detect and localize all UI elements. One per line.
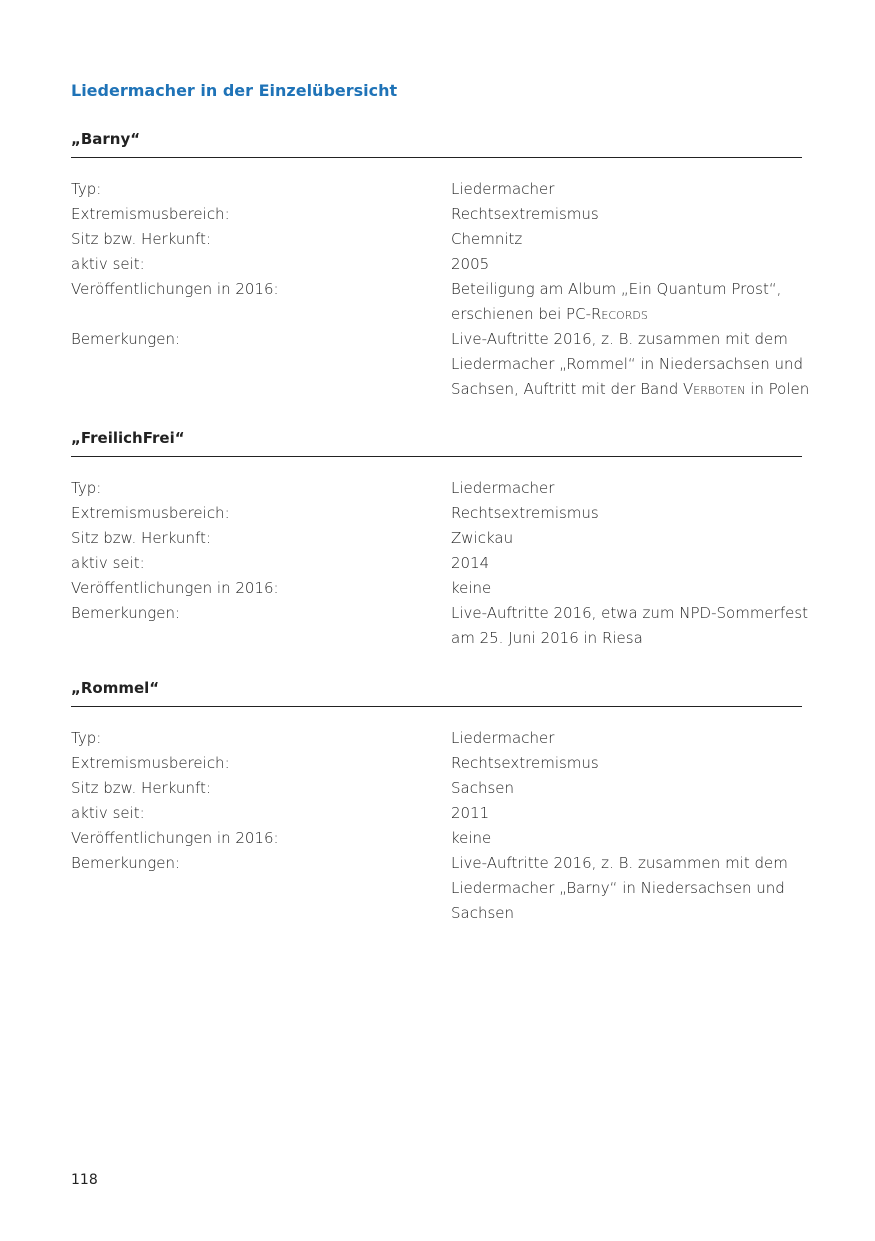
label-veroeffentlichungen: Veröffentlichungen in 2016: — [71, 280, 279, 298]
page-number: 118 — [71, 1172, 98, 1188]
entry-rommel — [71, 677, 802, 926]
value-line — [451, 377, 810, 402]
label-typ: Typ: — [71, 729, 102, 747]
entry-header — [71, 427, 802, 457]
value-line: Sachsen — [451, 904, 515, 922]
entry-name: „Rommel“ — [71, 679, 160, 697]
value-line: Beteiligung am Album „Ein Quantum Prost“, — [451, 280, 782, 298]
row-sitz — [71, 526, 802, 551]
entry-name: „FreilichFrei“ — [71, 429, 185, 447]
label-aktiv-seit: aktiv seit: — [71, 255, 145, 273]
row-veroeffentlichungen — [71, 576, 802, 601]
label-veroeffentlichungen: Veröffentlichungen in 2016: — [71, 829, 279, 847]
band-name: Verboten — [683, 380, 746, 398]
value-extremismusbereich: Rechtsextremismus — [451, 504, 599, 522]
value-text: erschienen bei PC- — [451, 305, 591, 323]
label-bemerkungen: Bemerkungen: — [71, 854, 181, 872]
row-typ — [71, 726, 802, 751]
value-line: Live-Auftritte 2016, z. B. zusammen mit dem — [451, 330, 788, 348]
row-veroeffentlichungen — [71, 826, 802, 851]
value-veroeffentlichungen — [451, 277, 802, 327]
label-typ: Typ: — [71, 479, 102, 497]
row-extremismusbereich — [71, 202, 802, 227]
value-sitz: Chemnitz — [451, 230, 523, 248]
row-sitz — [71, 776, 802, 801]
entry-details — [71, 726, 802, 926]
row-aktiv-seit — [71, 252, 802, 277]
label-aktiv-seit: aktiv seit: — [71, 804, 145, 822]
value-aktiv-seit: 2011 — [451, 804, 490, 822]
label-extremismusbereich: Extremismusbereich: — [71, 754, 230, 772]
label-sitz: Sitz bzw. Herkunft: — [71, 230, 211, 248]
value-sitz: Sachsen — [451, 779, 515, 797]
label-sitz: Sitz bzw. Herkunft: — [71, 529, 211, 547]
value-veroeffentlichungen: keine — [451, 829, 492, 847]
value-text: Sachsen, Auftritt mit der Band — [451, 380, 684, 398]
value-aktiv-seit: 2014 — [451, 554, 490, 572]
row-extremismusbereich — [71, 751, 802, 776]
row-aktiv-seit — [71, 551, 802, 576]
value-text: in Polen — [745, 380, 810, 398]
value-bemerkungen — [451, 851, 802, 926]
value-typ: Liedermacher — [451, 180, 555, 198]
value-bemerkungen — [451, 327, 810, 402]
value-line: am 25. Juni 2016 in Riesa — [451, 629, 643, 647]
value-line: Live-Auftritte 2016, etwa zum NPD-Sommerfest — [451, 604, 809, 622]
label-bemerkungen: Bemerkungen: — [71, 330, 181, 348]
row-typ — [71, 476, 802, 501]
label-extremismusbereich: Extremismusbereich: — [71, 504, 230, 522]
label-bemerkungen: Bemerkungen: — [71, 604, 181, 622]
entry-details — [71, 177, 810, 402]
entry-name: „Barny“ — [71, 130, 141, 148]
value-line — [451, 302, 802, 327]
value-extremismusbereich: Rechtsextremismus — [451, 754, 599, 772]
value-aktiv-seit: 2005 — [451, 255, 490, 273]
label-typ: Typ: — [71, 180, 102, 198]
record-label-name: Records — [591, 305, 648, 323]
entry-barny — [71, 128, 810, 402]
value-typ: Liedermacher — [451, 729, 555, 747]
entry-header — [71, 128, 802, 158]
entry-freilichfrei — [71, 427, 809, 651]
label-sitz: Sitz bzw. Herkunft: — [71, 779, 211, 797]
row-bemerkungen — [71, 851, 802, 926]
row-sitz — [71, 227, 802, 252]
row-bemerkungen — [71, 601, 809, 651]
value-veroeffentlichungen: keine — [451, 579, 492, 597]
value-extremismusbereich: Rechtsextremismus — [451, 205, 599, 223]
value-sitz: Zwickau — [451, 529, 514, 547]
value-typ: Liedermacher — [451, 479, 555, 497]
value-line: Liedermacher „Rommel“ in Niedersachsen und — [451, 355, 804, 373]
entry-header — [71, 677, 802, 707]
row-extremismusbereich — [71, 501, 802, 526]
label-extremismusbereich: Extremismusbereich: — [71, 205, 230, 223]
page-title: Liedermacher in der Einzelübersicht — [71, 81, 398, 100]
row-aktiv-seit — [71, 801, 802, 826]
label-veroeffentlichungen: Veröffentlichungen in 2016: — [71, 579, 279, 597]
entry-details — [71, 476, 809, 651]
row-typ — [71, 177, 802, 202]
row-veroeffentlichungen — [71, 277, 802, 327]
label-aktiv-seit: aktiv seit: — [71, 554, 145, 572]
row-bemerkungen — [71, 327, 810, 402]
value-line: Liedermacher „Barny“ in Niedersachsen und — [451, 879, 785, 897]
value-line: Live-Auftritte 2016, z. B. zusammen mit dem — [451, 854, 788, 872]
value-bemerkungen — [451, 601, 809, 651]
